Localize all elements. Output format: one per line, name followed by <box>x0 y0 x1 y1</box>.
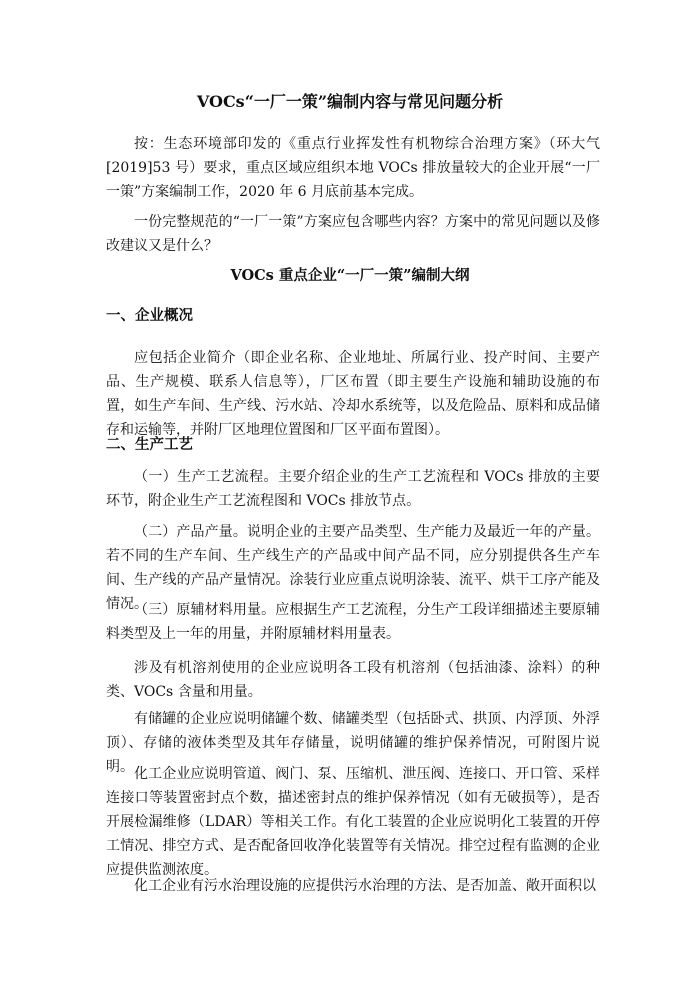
process-paragraph-3: （三）原辅材料用量。应根据生产工艺流程，分生产工段详细描述主要原辅料类型及上一年的用量，并附原辅材料用量表。 <box>106 602 600 642</box>
process-paragraph-4: 涉及有机溶剂使用的企业应说明各工段有机溶剂（包括油漆、涂料）的种类、VOCs 含量和用量。 <box>106 660 600 700</box>
document-title: VOCs“一厂一策”编制内容与常见问题分析 <box>196 92 504 111</box>
process-paragraph-7: 化工企业有污水治理设施的应提供污水治理的方法、是否加盖、敞开面积以 <box>134 878 596 894</box>
process-paragraph-2: （二）产品产量。说明企业的主要产品类型、生产能力及最近一年的产量。若不同的生产车间、生产线生产的产品或中间产品不同，应分别提供各生产车间、生产线的产品产量情况。涂装行业应重点说明涂装、流平、烘干工序产能及情况。 <box>106 524 600 612</box>
section-heading-overview: 一、企业概况 <box>106 307 193 324</box>
section-heading-process: 二、生产工艺 <box>106 436 193 453</box>
intro-paragraph-2: 一份完整规范的“一厂一策”方案应包含哪些内容？方案中的常见问题以及修改建议又是什么？ <box>106 214 600 254</box>
overview-paragraph: 应包括企业简介（即企业名称、企业地址、所属行业、投产时间、主要产品、生产规模、联系人信息等），厂区布置（即主要生产设施和辅助设施的布置，如生产车间、生产线、污水站、冷却水系统等，以及危险品、原料和成品储存和运输等，并附厂区地理位置图和厂区平面布置图）。 <box>106 350 600 438</box>
intro-paragraph-1: 按：生态环境部印发的《重点行业挥发性有机物综合治理方案》（环大气[2019]53 号）要求，重点区域应组织本地 VOCs 排放量较大的企业开展“一厂一策”方案编制工作，2020 年 6 月底前基本完成。 <box>106 136 600 200</box>
process-paragraph-1: （一）生产工艺流程。主要介绍企业的生产工艺流程和 VOCs 排放的主要环节，附企业生产工艺流程图和 VOCs 排放节点。 <box>106 469 600 509</box>
outline-title: VOCs 重点企业“一厂一策”编制大纲 <box>230 267 470 284</box>
process-paragraph-6: 化工企业应说明管道、阀门、泵、压缩机、泄压阀、连接口、开口管、采样连接口等装置密封点个数，描述密封点的维护保养情况（如有无破损等），是否开展检漏维修（LDAR）等相关工作。有化工装置的企业应说明化工装置的开停工情况、排空方式、是否配备回收净化装置等有关情况。排空过程有监测的企业应提供监测浓度。 <box>106 766 600 878</box>
process-paragraph-5: 有储罐的企业应说明储罐个数、储罐类型（包括卧式、拱顶、内浮顶、外浮顶）、存储的液体类型及其年存储量，说明储罐的维护保养情况，可附图片说明。 <box>106 711 600 775</box>
